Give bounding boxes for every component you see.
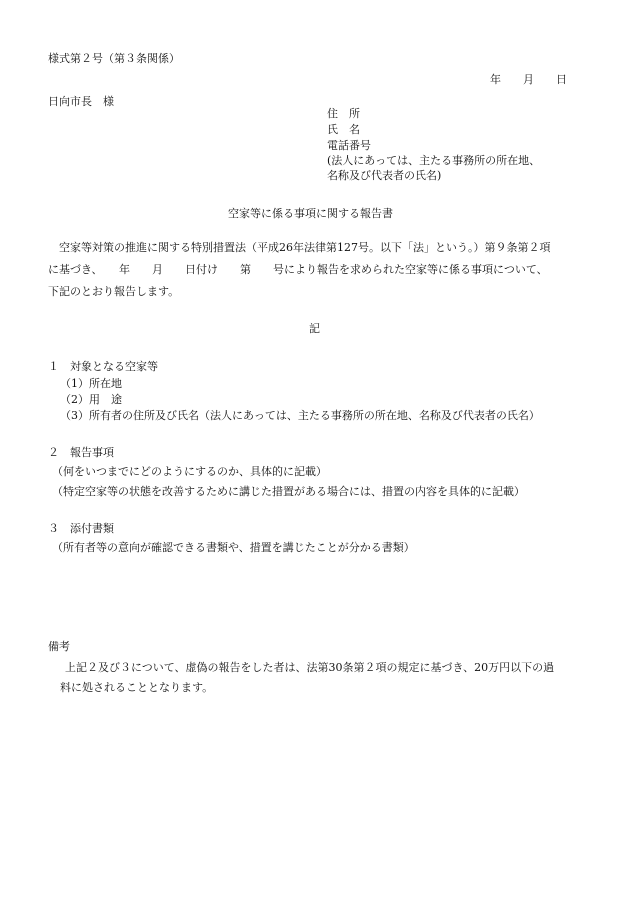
phone-label: 電話番号 (327, 139, 371, 152)
name-label: 氏 名 (327, 123, 360, 136)
addressee: 日向市長 様 (48, 95, 114, 108)
intro-line: に基づき、 年 月 日付け 第 号により報告を求められた空家等に係る事項について、 (48, 263, 548, 276)
section-note: （所有者等の意向が確認できる書類や、措置を講じたことが分かる書類） (52, 541, 415, 554)
ki-marker: 記 (309, 322, 320, 335)
section-note: （何をいつまでにどのようにするのか、具体的に記載） (52, 465, 327, 478)
date-line: 年 月 日 (490, 73, 567, 86)
document-title: 空家等に係る事項に関する報告書 (228, 207, 393, 220)
intro-line: 空家等対策の推進に関する特別措置法（平成26年法律第127号。以下「法」という。）第９条第２項 (59, 241, 551, 254)
section-item: （1）所在地 (60, 377, 122, 390)
section-item: （2）用 途 (60, 393, 122, 406)
intro-line: 下記のとおり報告します。 (48, 285, 180, 298)
section-item: （3）所有者の住所及び氏名（法人にあっては、主たる事務所の所在地、名称及び代表者の氏名） (60, 409, 540, 422)
address-label: 住 所 (327, 107, 360, 120)
remarks-line: 料に処されることとなります。 (60, 681, 214, 694)
form-number: 様式第２号（第３条関係） (48, 52, 180, 65)
remarks-line: 上記２及び３について、虚偽の報告をした者は、法第30条第２項の規定に基づき、20万円以下の過 (65, 661, 555, 674)
remarks-heading: 備考 (48, 640, 70, 653)
corporate-note-1: (法人にあっては、主たる事務所の所在地、 (327, 154, 541, 167)
section-heading: ３ 添付書類 (48, 522, 114, 535)
section-heading: １ 対象となる空家等 (48, 360, 158, 373)
corporate-note-2: 名称及び代表者の氏名) (327, 169, 442, 182)
section-heading: ２ 報告事項 (48, 446, 114, 459)
section-note: （特定空家等の状態を改善するために講じた措置がある場合には、措置の内容を具体的に記載） (52, 485, 525, 498)
